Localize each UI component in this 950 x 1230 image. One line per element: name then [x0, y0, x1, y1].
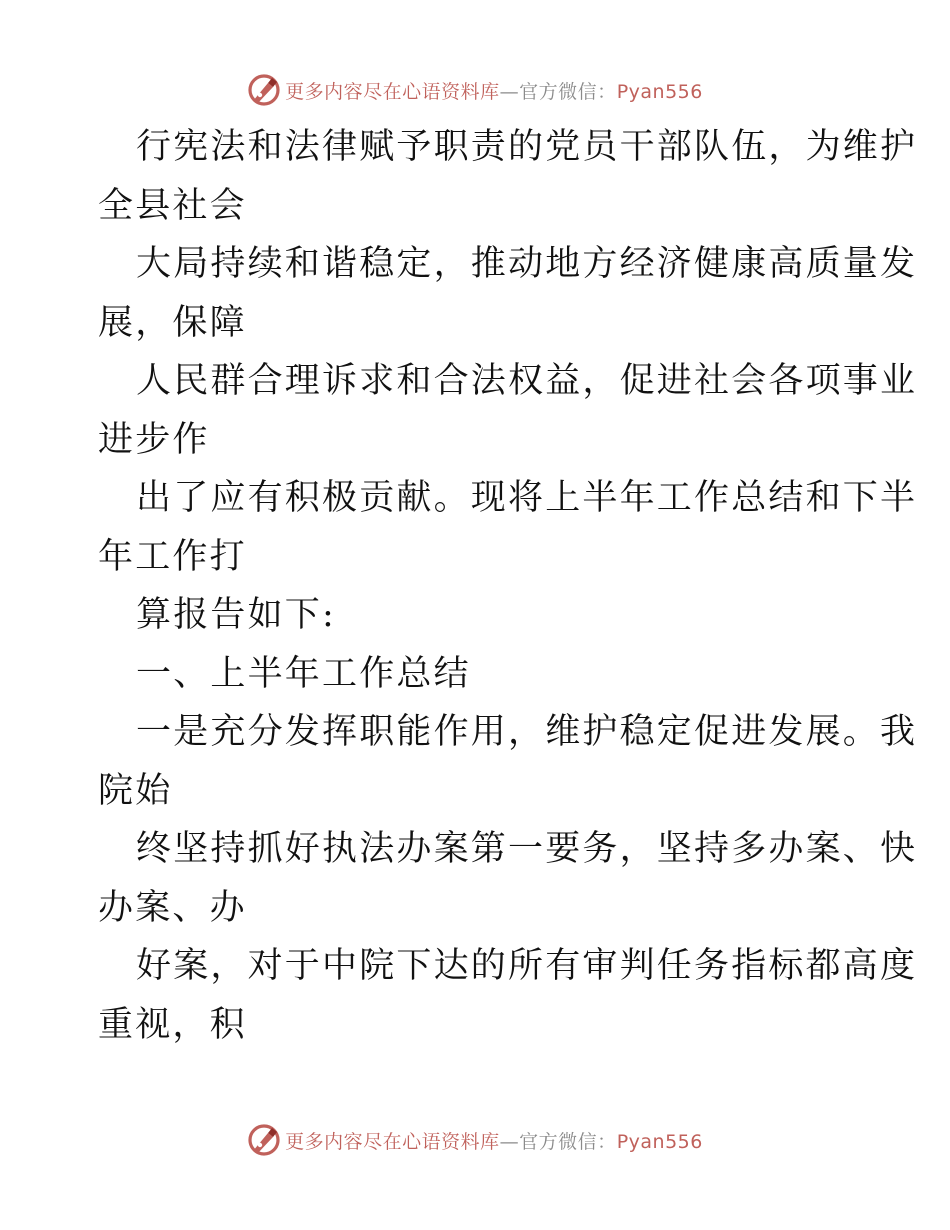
text-line: 人民群合理诉求和合法权益，促进社会各项事业 [136, 361, 918, 401]
watermark-separator: — [499, 80, 520, 103]
watermark-text [285, 77, 703, 104]
watermark-label: 官方微信： [519, 1130, 617, 1153]
text-line: 一是充分发挥职能作用，维护稳定促进发展。我 [136, 712, 918, 752]
text-line: 进步作 [98, 419, 210, 460]
text-line: 出了应有积极贡献。现将上半年工作总结和下半 [136, 478, 918, 518]
header-watermark [0, 70, 950, 110]
text-line: 重视，积 [98, 1004, 247, 1045]
watermark-text [285, 1127, 703, 1154]
watermark-label: 官方微信： [519, 80, 617, 103]
text-line: 行宪法和法律赋予职责的党员干部队伍，为维护 [136, 127, 918, 167]
text-line: 年工作打 [98, 536, 247, 577]
text-line: 办案、办 [98, 887, 247, 928]
watermark-id: Pyan556 [616, 80, 703, 103]
watermark-prefix: 更多内容尽在心语资料库 [285, 1130, 500, 1153]
watermark-separator: — [499, 1130, 520, 1153]
document-body [98, 118, 918, 1054]
text-line: 算报告如下: [136, 595, 336, 635]
section-heading: 一、上半年工作总结 [136, 653, 471, 694]
text-line: 院始 [98, 770, 173, 811]
text-line: 终坚持抓好执法办案第一要务，坚持多办案、快 [136, 829, 918, 869]
watermark-group [247, 73, 703, 107]
pen-in-circle-logo [247, 1123, 281, 1157]
watermark-group [247, 1123, 703, 1157]
text-line: 大局持续和谐稳定，推动地方经济健康高质量发 [136, 244, 918, 284]
text-line: 全县社会 [98, 185, 247, 226]
footer-watermark [0, 1120, 950, 1160]
watermark-prefix: 更多内容尽在心语资料库 [285, 80, 500, 103]
text-line: 展，保障 [98, 302, 247, 343]
pen-in-circle-logo [247, 73, 281, 107]
text-line: 好案，对于中院下达的所有审判任务指标都高度 [136, 946, 918, 986]
watermark-id: Pyan556 [616, 1130, 703, 1153]
